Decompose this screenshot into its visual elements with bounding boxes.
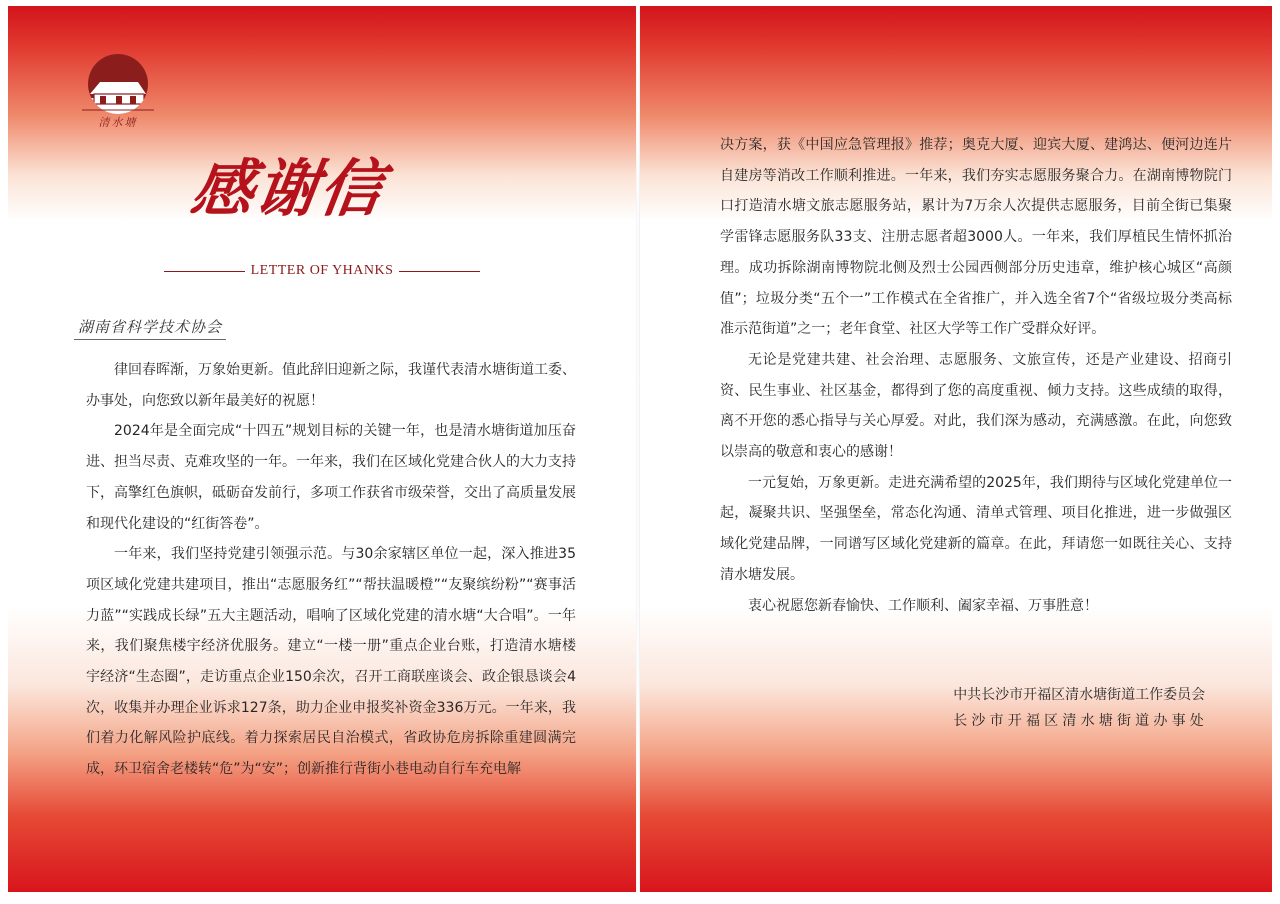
signature-block [953,682,1208,734]
paragraph: 律回春晖渐，万象始更新。值此辞旧迎新之际，我谨代表清水塘街道工委、办事处，向您致以新年最美好的祝愿！ [86,362,576,409]
sun-house-emblem-icon [80,52,156,114]
paragraph: 2024年是全面完成“十四五”规划目标的关键一年，也是清水塘街道加压奋进、担当尽责、克难攻坚的一年。一年来，我们在区域化党建合伙人的大力支持下，高擎红色旗帜，砥砺奋发前行，多项工作获省市级荣誉，交出了高质量发展和现代化建设的“红街答卷”。 [86,423,576,532]
paragraph: 无论是党建共建、社会治理、志愿服务、文旅宣传，还是产业建设、招商引资、民生事业、社区基金，都得到了您的高度重视、倾力支持。这些成绩的取得，离不开您的悉心指导与关心厚爱。对此，我们深为感动，充满感激。在此，向您致以崇高的敬意和衷心的感谢！ [720,351,1232,461]
paragraph-continued: 决方案，获《中国应急管理报》推荐；奥克大厦、迎宾大厦、建鸿达、便河边连片自建房等消改工作顺利推进。一年来，我们夯实志愿服务聚合力。在湖南博物院门口打造清水塘文旅志愿服务站，累计为7万余人次提供志愿服务，目前全街已集聚学雷锋志愿服务队33支、注册志愿者超3000人。一年来，我们厚植民生情怀抓治理。成功拆除湖南博物院北侧及烈士公园西侧部分历史违章，维护核心城区“高颜值”；垃圾分类“五个一”工作模式在全省推广，并入选全省7个“省级垃圾分类高标准示范街道”之一；老年食堂、社区大学等工作广受群众好评。 [720,137,1232,338]
paragraph: 一元复始，万象更新。走进充满希望的2025年，我们期待与区域化党建单位一起，凝聚共识、坚强堡垒，常态化沟通、清单式管理、项目化推进，进一步做强区域化党建品牌，一同谱写区域化党建新的篇章。在此，拜请您一如既往关心、支持清水塘发展。 [720,474,1232,583]
title-rule-left [164,271,245,272]
paragraph: 衷心祝愿您新春愉快、工作顺利、阖家幸福、万事胜意！ [748,597,1098,614]
left-body-text [86,355,576,785]
signature-line-1: 中共长沙市开福区清水塘街道工作委员会 [953,687,1206,703]
letter-title-english: LETTER OF YHANKS [250,263,394,278]
letter-title-chinese: 感谢信 [186,152,390,225]
signature-line-2: 长沙市开福区清水塘街道办事处 [953,713,1208,729]
letter-title-english-row [164,262,480,280]
paragraph: 一年来，我们坚持党建引领强示范。与30余家辖区单位一起，深入推进35项区域化党建共建项目，推出“志愿服务红”“帮扶温暖橙”“友聚缤纷粉”“赛事活力蓝”“实践成长绿”五大主题活动，唱响了区域化党建的清水塘“大合唱”。一年来，我们聚焦楼宇经济优服务。建立“一楼一册”重点企业台账，打造清水塘楼宇经济“生态圈”，走访重点企业150余次，召开工商联座谈会、政企银恳谈会4次，收集并办理企业诉求127条，助力企业申报奖补资金336万元。一年来，我们着力化解风险护底线。着力探索居民自治模式，省政协危房拆除重建圆满完成，环卫宿舍老楼转“危”为“安”；创新推行背街小巷电动自行车充电解 [86,546,576,778]
recipient-handwritten: 湖南省科学技术协会 [74,316,226,340]
page-fold [636,6,640,892]
right-body-text [720,130,1232,621]
title-rule-right [399,271,480,272]
qingshuitang-logo [80,52,156,142]
logo-caption: 清水塘 [98,116,138,129]
